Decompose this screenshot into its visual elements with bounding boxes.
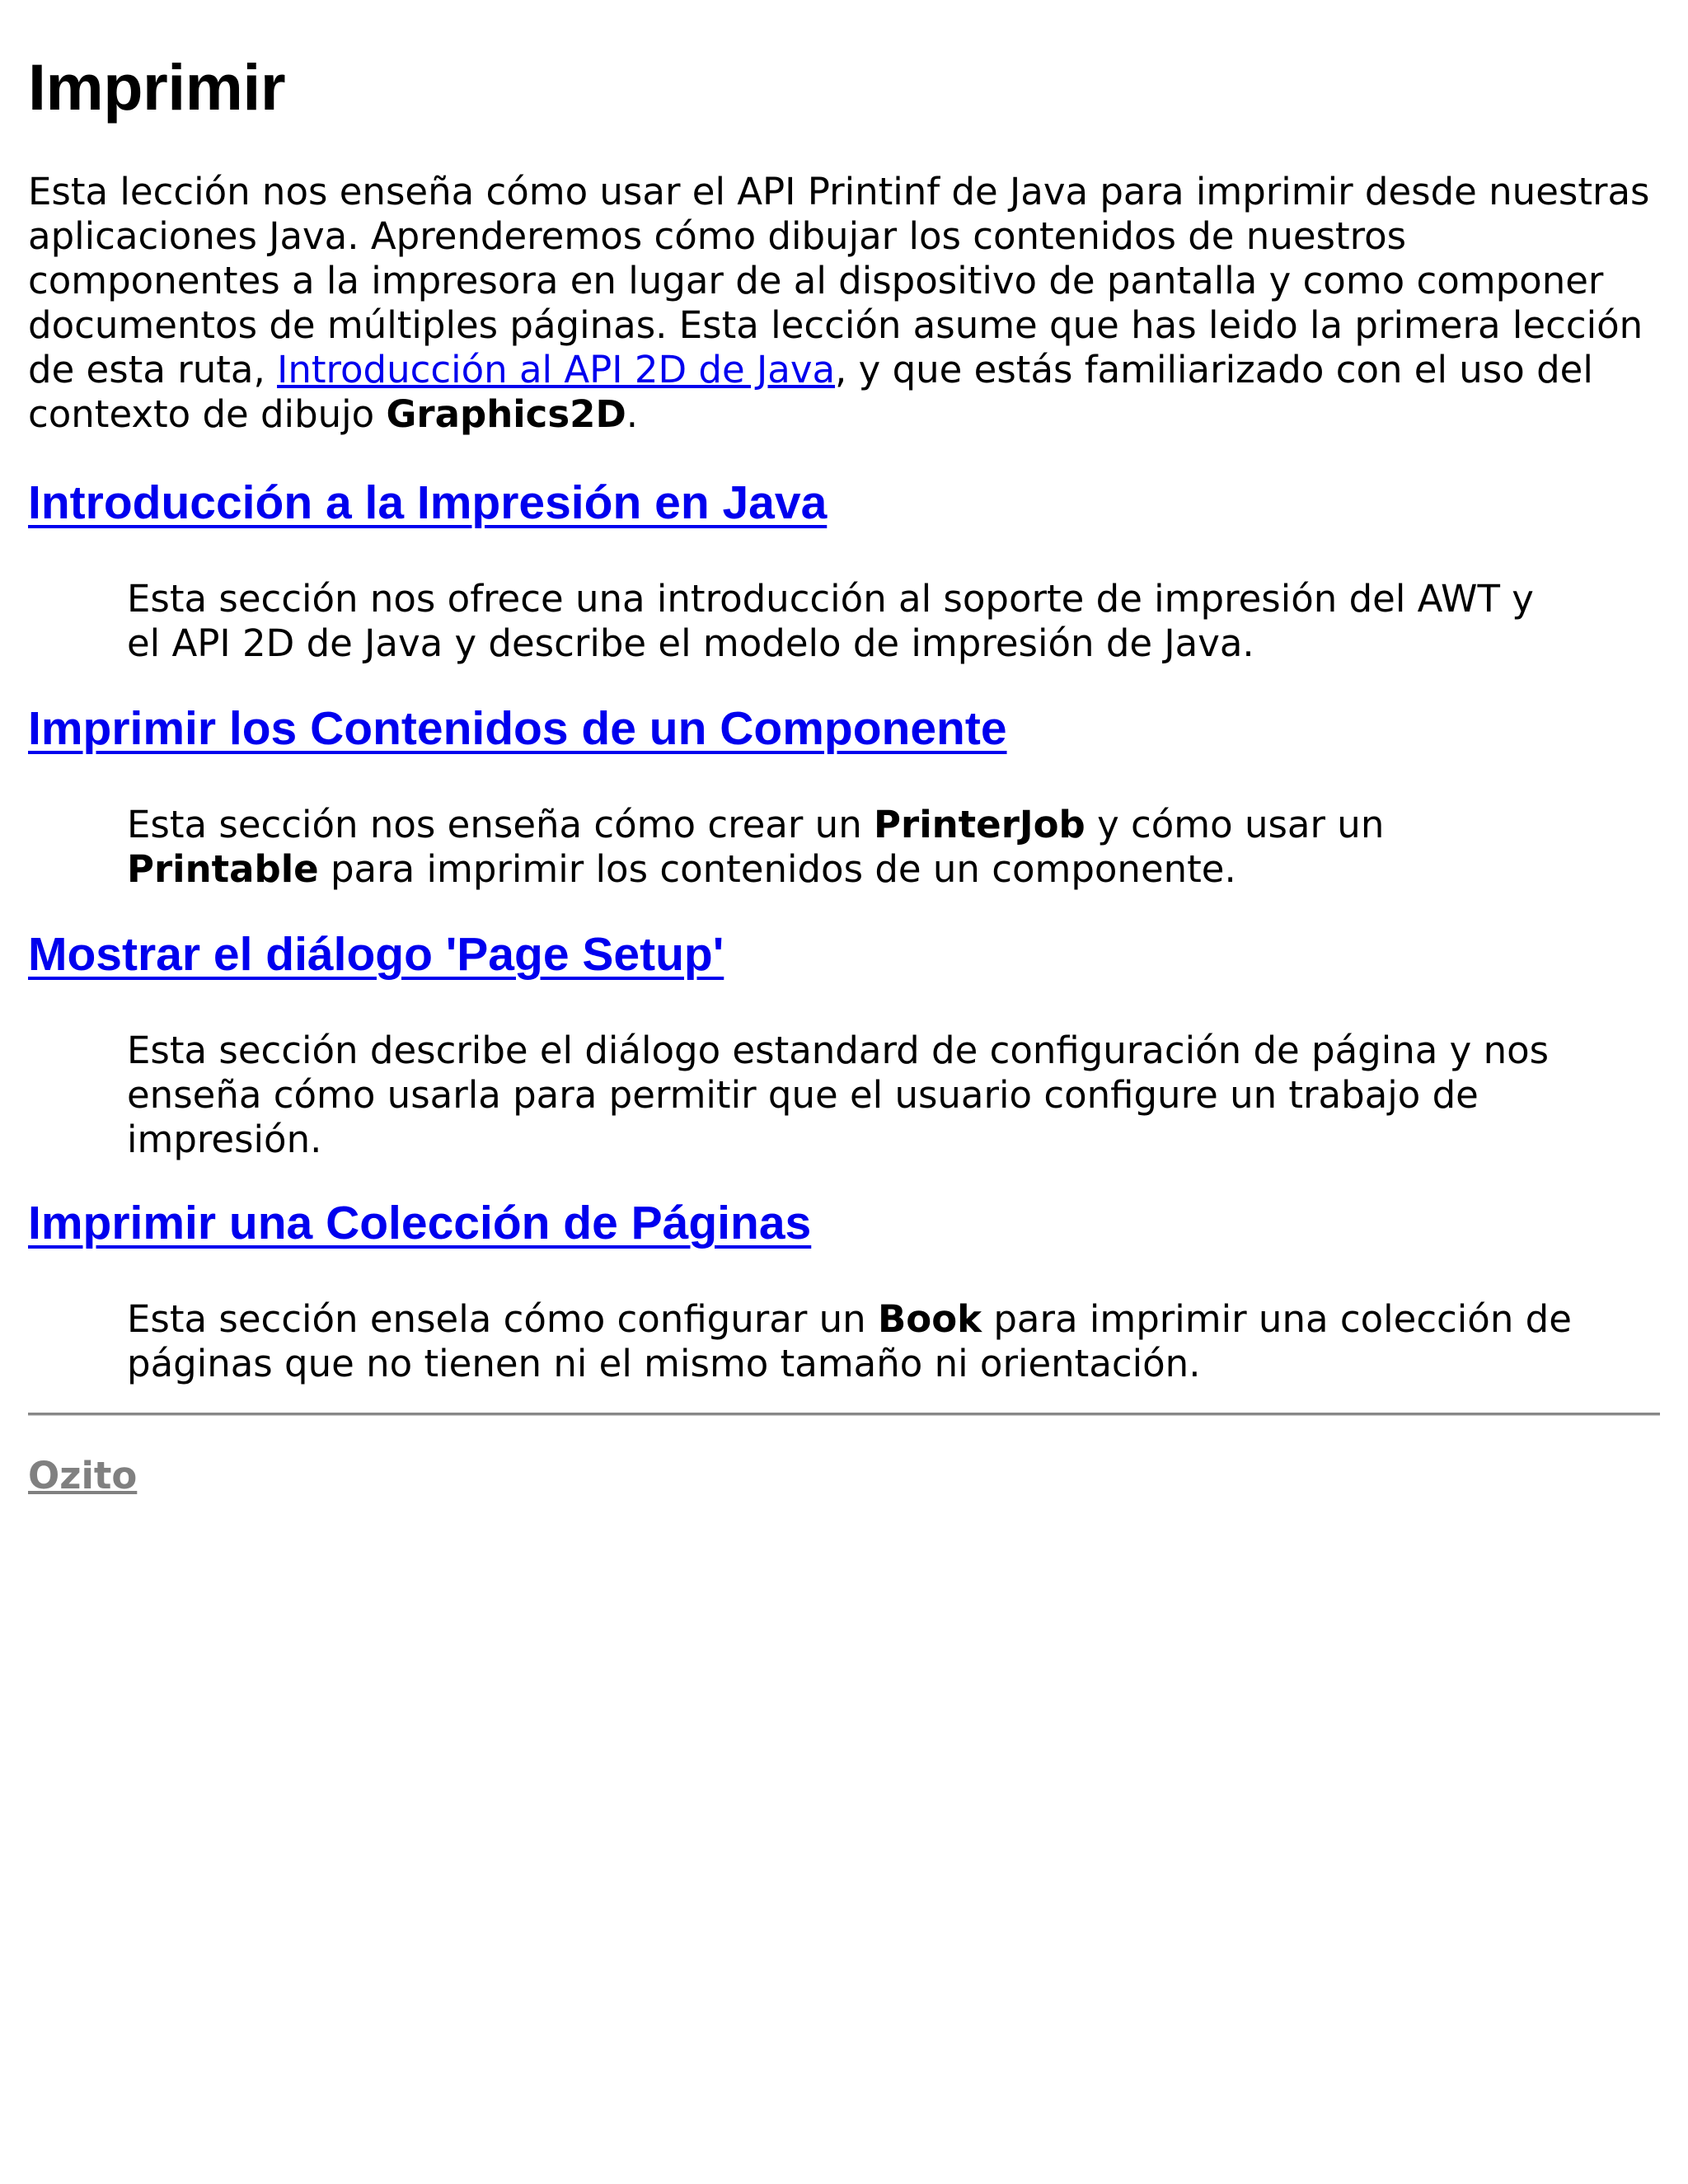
section-link-print-book[interactable]: Imprimir una Colección de Páginas — [28, 1197, 812, 1249]
section-desc-text: Esta sección nos enseña cómo crear un — [127, 803, 874, 846]
section-desc-text: Esta sección ensela cómo configurar un — [127, 1297, 878, 1341]
section-heading-print-book — [28, 1197, 812, 1249]
section-desc-text: para imprimir los contenidos de un componente. — [318, 847, 1236, 891]
section-desc-text: Esta sección nos ofrece una introducción al soporte de impresión del AWT y el API 2D de Java y describe el modelo de impresión de Java. — [127, 577, 1534, 665]
page-title: Imprimir — [28, 50, 286, 124]
section-desc-page-setup — [127, 1029, 1578, 1162]
footer-link-ozito[interactable]: Ozito — [28, 1454, 138, 1497]
intro-text-2: , y que estás familiarizado con el uso del contexto de dibujo — [28, 348, 1593, 436]
section-link-page-setup[interactable]: Mostrar el diálogo 'Page Setup' — [28, 928, 724, 981]
horizontal-rule — [28, 1413, 1660, 1416]
intro-link-api-2d[interactable]: Introducción al API 2D de Java — [277, 348, 836, 391]
section-desc-bold-printable: Printable — [127, 847, 319, 891]
section-link-print-component[interactable]: Imprimir los Contenidos de un Componente — [28, 702, 1007, 755]
section-heading-intro-printing — [28, 476, 828, 529]
section-desc-text: Esta sección describe el diálogo estandard de configuración de página y nos enseña cómo usarla para permitir que el usuario configure un trabajo de impresión. — [127, 1029, 1550, 1161]
section-desc-print-component — [127, 803, 1578, 892]
section-heading-print-component — [28, 702, 1007, 755]
intro-text-1: Esta lección nos enseña cómo usar el API Printinf de Java para imprimir desde nuestras aplicaciones Java. Aprenderemos cómo dibujar los contenidos de nuestros componentes a la impresora en lugar de al dispositivo de pantalla y como componer documentos de múltiples páginas. Esta lección asume que has leido la primera lección de esta ruta, — [28, 170, 1650, 391]
section-desc-text: y cómo usar un — [1085, 803, 1385, 846]
section-desc-text: para imprimir una colección de páginas que no tienen ni el mismo tamaño ni orientación. — [127, 1297, 1572, 1385]
intro-text-3: . — [626, 392, 639, 436]
section-desc-bold-book: Book — [878, 1297, 982, 1341]
intro-paragraph — [28, 170, 1660, 437]
intro-bold-graphics2d: Graphics2D — [386, 392, 626, 436]
section-heading-page-setup — [28, 928, 724, 981]
section-link-intro-printing[interactable]: Introducción a la Impresión en Java — [28, 476, 828, 529]
section-desc-bold-printerjob: PrinterJob — [874, 803, 1085, 846]
section-desc-print-book — [127, 1297, 1578, 1386]
section-desc-intro-printing — [127, 577, 1578, 666]
